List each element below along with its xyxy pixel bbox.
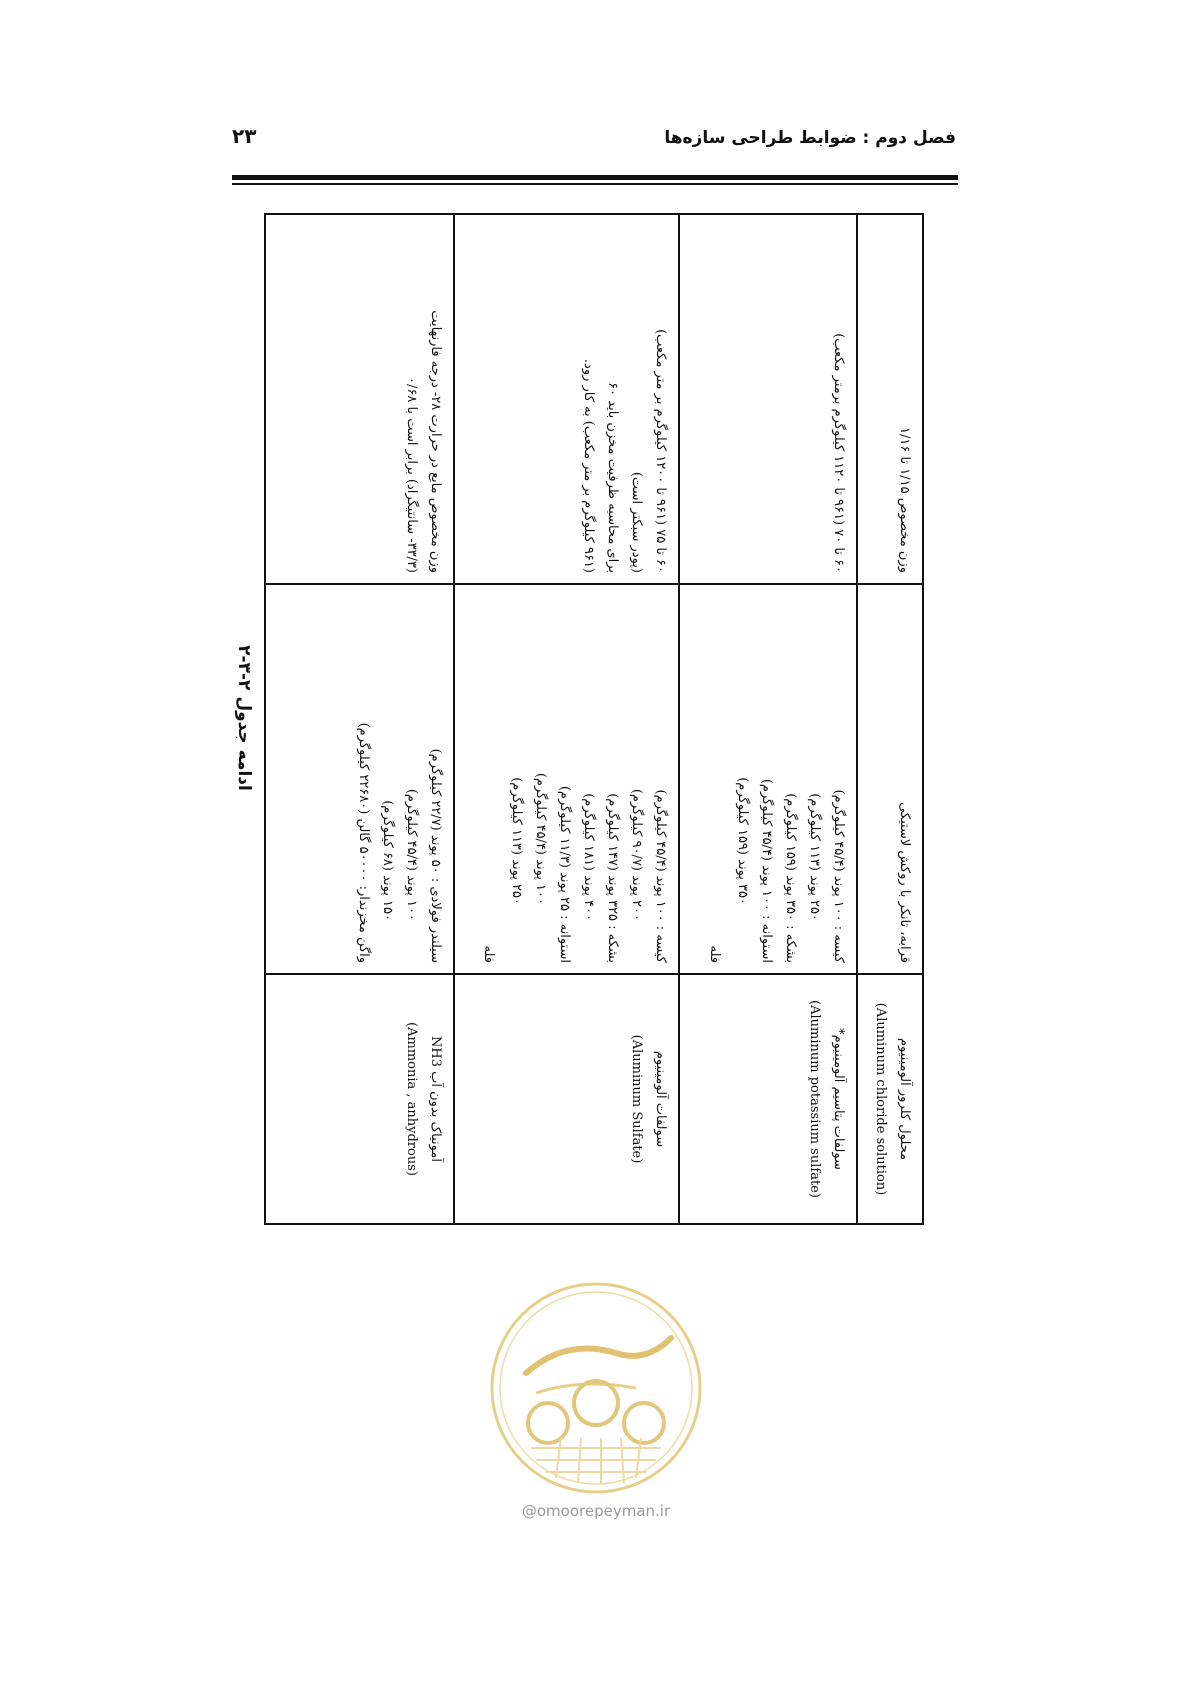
chemical-name-en: (Ammonia , anhydrous)	[403, 1022, 419, 1176]
packaging-line: کیسه : ۱۰۰ پوند (۴۵/۴ کیلوگرم)	[653, 789, 668, 963]
page-number: ۲۳	[232, 124, 257, 148]
name-cell	[679, 974, 857, 1224]
omoorepeyman-logo-icon	[486, 1278, 706, 1498]
table-caption: ادامه جدول ۲-۳-۲	[234, 645, 254, 791]
packaging-line: بشکه : ۳۲۵ پوند (۱۴۷ کیلوگرم)	[604, 793, 620, 963]
packaging-line: کیسه : ۱۰۰ پوند (۴۵/۴ کیلوگرم)	[831, 789, 846, 963]
packaging-line: ۲۰۰ پوند (۹۰/۷ کیلوگرم)	[628, 788, 644, 921]
chemical-name-en: (Aluminum potassium sulfate)	[806, 1000, 822, 1198]
packaging-line: ۳۵۰ پوند (۱۵۹ کیلوگرم)	[734, 777, 750, 905]
chemical-name-fa: سولفات آلومینیوم	[653, 1050, 668, 1148]
name-cell	[454, 974, 679, 1224]
packaging-cell	[265, 584, 454, 974]
table-row	[265, 214, 454, 1224]
packaging-line: استوانه : ۱۰۰ پوند (۴۵/۴ کیلوگرم)	[758, 778, 774, 963]
packaging-cell	[679, 584, 857, 974]
density-line: ۶۰ تا ۷۰ (۹۶۱ تا ۱۱۲۰ کیلوگرم برمتر مکعب)	[831, 333, 846, 573]
density-line: وزن مخصوص مایع در حرارت ۲۸- درجه فارنهایت	[428, 310, 443, 573]
packaging-line: واگن مخزندار: ۵۰۰۰۰ گالن (۲۲۶۸۰ کیلوگرم)	[355, 722, 371, 963]
density-line: ۶۰ تا ۷۵ (۹۶۱ تا ۱۲۰۰ کیلوگرم بر متر مکعب)	[653, 329, 668, 573]
chemical-name-fa: محلول کلرور آلومینیوم	[897, 1037, 912, 1161]
chapter-title: فصل دوم : ضوابط طراحی سازه‌ها	[664, 128, 956, 148]
density-line: برای محاسبه ظرفیت مخزن باید ۶۰	[604, 382, 620, 573]
density-line: (۹۶۱ کیلوگرم بر متر مکعب) به کار رود.	[580, 358, 596, 573]
density-line: (پودر سبکتر است)	[628, 471, 644, 573]
density-cell	[679, 214, 857, 584]
packaging-line: سیلندر فولادی : ۵۰ پوند (۲۲/۷ کیلوگرم)	[428, 748, 443, 963]
packaging-line: ۲۵۰ پوند (۱۱۳ کیلوگرم)	[806, 793, 822, 921]
name-cell	[857, 974, 923, 1224]
packaging-cell	[857, 584, 923, 974]
packaging-line: ۲۵۰ پوند (۱۱۳ کیلوگرم)	[508, 777, 524, 905]
name-cell	[265, 974, 454, 1224]
packaging-line: ۱۰۰ پوند (۴۵/۴ کیلوگرم)	[403, 788, 419, 921]
rotated-table-block	[234, 213, 924, 1223]
website-watermark: @omoorepeyman.ir	[521, 1502, 671, 1520]
packaging-line: فله	[706, 945, 722, 963]
packaging-line: فله	[480, 945, 496, 963]
table-row	[857, 214, 923, 1224]
table-row	[679, 214, 857, 1224]
chemicals-table	[264, 213, 924, 1225]
chemical-name-fa: آمونیاک بدون آب NH3	[428, 1036, 443, 1162]
density-cell	[265, 214, 454, 584]
density-cell	[454, 214, 679, 584]
packaging-line: استوانه : ۲۵ پوند (۱۱/۳ کیلوگرم)	[556, 785, 572, 963]
chemical-name-en: (Aluminum Sulfate)	[628, 1034, 644, 1164]
header-rule-thin	[232, 183, 958, 185]
packaging-line: ۱۰۰ پوند (۴۵/۴ کیلوگرم)	[532, 772, 548, 905]
chemical-name-fa: سولفات پتاسیم آلومینیوم*	[831, 1028, 846, 1170]
density-cell	[857, 214, 923, 584]
density-line: (۳۳/۳- سانتیگراد) برابر است با ۰/۶۸	[403, 377, 419, 573]
header-rule-thick	[232, 175, 958, 180]
packaging-cell	[454, 584, 679, 974]
packaging-line: بشکه : ۳۵۰ پوند (۱۵۹ کیلوگرم)	[782, 793, 798, 963]
chemical-name-en: (Aluminum chloride solution)	[872, 1002, 888, 1196]
density-line: وزن مخصوص ۱/۱۵ تا ۱/۱۶	[897, 427, 912, 573]
packaging-line: ۴۰۰ پوند (۱۸۱ کیلوگرم)	[580, 793, 596, 921]
packaging-line: ۱۵۰ پوند (۶۸ کیلوگرم)	[379, 800, 395, 921]
table-row	[454, 214, 679, 1224]
packaging-line: قرابه، تانکر با روکش لاستیکی	[897, 802, 912, 963]
